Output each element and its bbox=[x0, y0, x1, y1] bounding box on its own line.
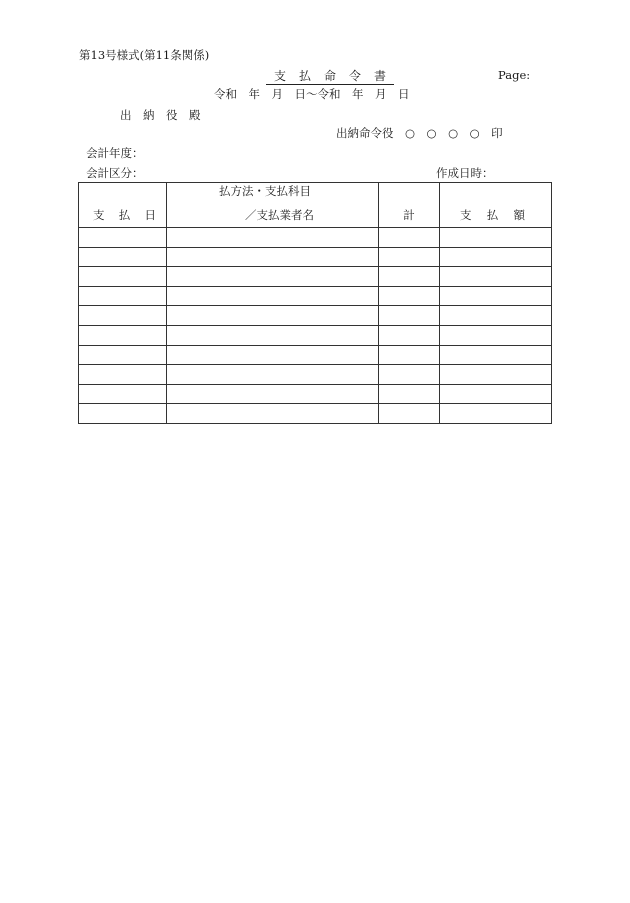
total-cell bbox=[379, 404, 440, 424]
fiscal-year-label: 会計年度： bbox=[86, 146, 144, 160]
header-payment-date bbox=[79, 183, 167, 228]
form-number: 第13号様式(第11条関係) bbox=[79, 48, 210, 62]
date-cell bbox=[79, 384, 167, 404]
date-cell bbox=[79, 247, 167, 267]
amount-cell bbox=[440, 267, 552, 287]
table-row bbox=[79, 228, 552, 248]
total-cell bbox=[379, 228, 440, 248]
amount-cell bbox=[440, 325, 552, 345]
method-cell bbox=[167, 365, 379, 385]
amount-cell bbox=[440, 345, 552, 365]
header-char: 支 bbox=[93, 208, 105, 222]
method-cell bbox=[167, 345, 379, 365]
order-officer-seal-line: 出納命令役 ○ ○ ○ ○ 印 bbox=[336, 126, 503, 140]
total-cell bbox=[379, 306, 440, 326]
total-cell bbox=[379, 247, 440, 267]
header-payment-amount bbox=[440, 183, 552, 228]
header-method-line1: 払方法・支払科目 bbox=[219, 184, 311, 198]
table-row bbox=[79, 365, 552, 385]
total-cell bbox=[379, 384, 440, 404]
document-title bbox=[266, 70, 394, 85]
total-cell bbox=[379, 325, 440, 345]
method-cell bbox=[167, 384, 379, 404]
table-row bbox=[79, 267, 552, 287]
amount-cell bbox=[440, 306, 552, 326]
date-cell bbox=[79, 306, 167, 326]
payment-table bbox=[78, 182, 552, 424]
title-char: 令 bbox=[348, 69, 361, 83]
treasurer-addressee: 出 納 役 殿 bbox=[120, 108, 201, 122]
method-cell bbox=[167, 325, 379, 345]
date-cell bbox=[79, 286, 167, 306]
account-class-label: 会計区分： bbox=[86, 166, 144, 180]
title-char: 払 bbox=[298, 69, 311, 83]
total-cell bbox=[379, 365, 440, 385]
header-char: 日 bbox=[144, 208, 156, 222]
header-char: 額 bbox=[513, 208, 525, 222]
method-cell bbox=[167, 247, 379, 267]
table-row bbox=[79, 286, 552, 306]
method-cell bbox=[167, 404, 379, 424]
date-cell bbox=[79, 267, 167, 287]
created-at-label: 作成日時： bbox=[436, 166, 494, 180]
table-row bbox=[79, 247, 552, 267]
title-char: 書 bbox=[373, 69, 386, 83]
table-header-row bbox=[79, 183, 552, 228]
amount-cell bbox=[440, 286, 552, 306]
method-cell bbox=[167, 286, 379, 306]
table-row bbox=[79, 384, 552, 404]
header-char: 払 bbox=[486, 208, 499, 222]
amount-cell bbox=[440, 365, 552, 385]
amount-cell bbox=[440, 384, 552, 404]
table-row bbox=[79, 345, 552, 365]
header-char: 払 bbox=[118, 208, 131, 222]
table-body bbox=[79, 228, 552, 424]
header-total: 計 bbox=[379, 183, 440, 228]
table-row bbox=[79, 325, 552, 345]
total-cell bbox=[379, 267, 440, 287]
amount-cell bbox=[440, 404, 552, 424]
date-cell bbox=[79, 228, 167, 248]
period-line: 令和 年 月 日〜令和 年 月 日 bbox=[214, 87, 410, 101]
title-char: 支 bbox=[274, 69, 287, 83]
date-cell bbox=[79, 365, 167, 385]
header-char: 支 bbox=[460, 208, 472, 222]
method-cell bbox=[167, 228, 379, 248]
date-cell bbox=[79, 325, 167, 345]
method-cell bbox=[167, 267, 379, 287]
total-cell bbox=[379, 286, 440, 306]
table-row bbox=[79, 404, 552, 424]
table-row bbox=[79, 306, 552, 326]
title-char: 命 bbox=[323, 69, 336, 83]
amount-cell bbox=[440, 228, 552, 248]
date-cell bbox=[79, 404, 167, 424]
page-label: Page: bbox=[498, 68, 531, 82]
header-payment-method bbox=[167, 183, 379, 228]
amount-cell bbox=[440, 247, 552, 267]
method-cell bbox=[167, 306, 379, 326]
header-method-line2: ／支払業者名 bbox=[245, 208, 314, 222]
total-cell bbox=[379, 345, 440, 365]
date-cell bbox=[79, 345, 167, 365]
